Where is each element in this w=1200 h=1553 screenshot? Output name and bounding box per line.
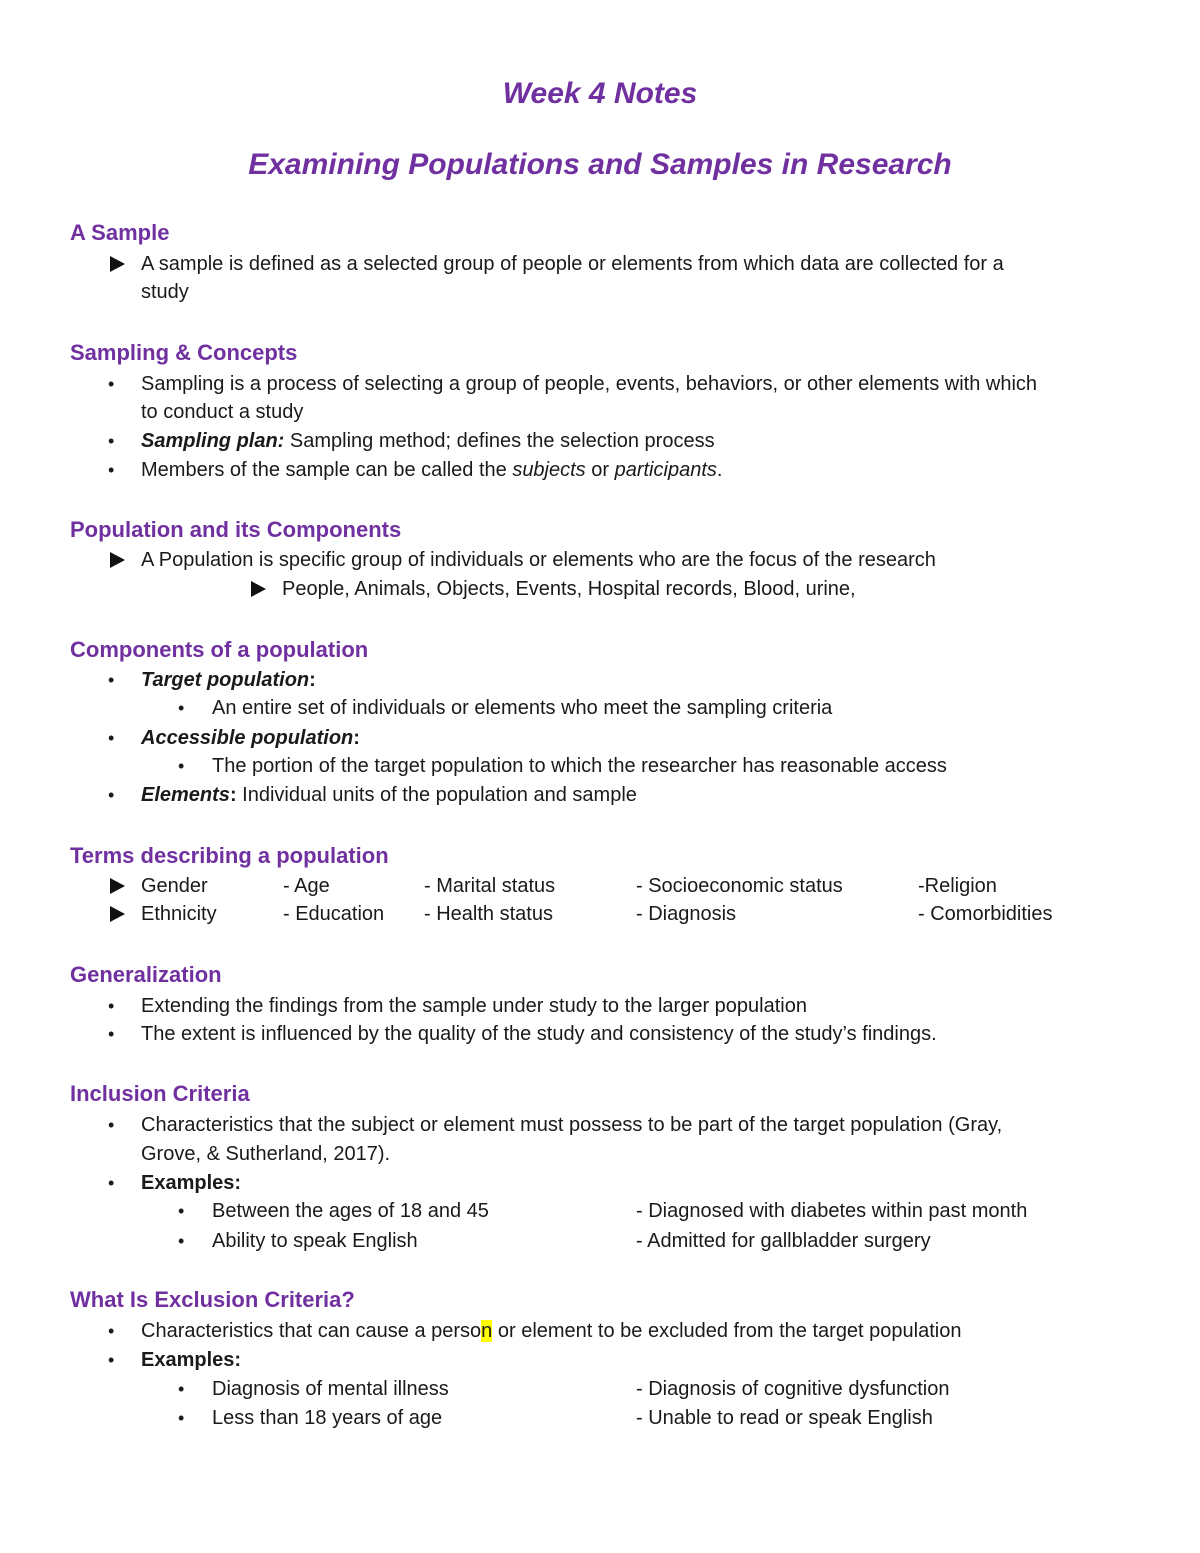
term-text: Sampling method; defines the selection process bbox=[284, 430, 715, 452]
section-heading-terms: Terms describing a population bbox=[70, 843, 389, 868]
text-segment: . bbox=[716, 459, 723, 481]
example-item: Diagnosis of mental illness bbox=[212, 1378, 449, 1400]
term-colon: : bbox=[309, 669, 316, 691]
term-cell: -Religion bbox=[918, 875, 997, 897]
text-segment: or bbox=[585, 459, 615, 481]
bullet-icon: • bbox=[178, 756, 185, 776]
bullet-icon: • bbox=[108, 460, 115, 480]
arrow-bullet-icon bbox=[110, 906, 125, 922]
term-label: Sampling plan: bbox=[141, 430, 285, 452]
examples-label: Examples: bbox=[141, 1172, 242, 1194]
section-heading-generalization: Generalization bbox=[70, 962, 222, 987]
list-item: Extending the findings from the sample under study to the larger population bbox=[141, 995, 807, 1017]
term-cell: - Marital status bbox=[424, 875, 556, 897]
list-item bbox=[141, 783, 637, 807]
bullet-icon: • bbox=[108, 1173, 115, 1193]
bullet-icon: • bbox=[108, 1115, 115, 1135]
bullet-icon: • bbox=[108, 785, 115, 805]
term-label: Elements bbox=[141, 784, 230, 806]
text-segment: Members of the sample can be called the bbox=[141, 459, 513, 481]
term-colon: : bbox=[353, 727, 360, 749]
list-item bbox=[141, 458, 722, 482]
term-cell: - Diagnosis bbox=[636, 903, 737, 925]
arrow-bullet-icon bbox=[251, 581, 266, 597]
bullet-icon: • bbox=[108, 431, 115, 451]
example-item: - Unable to read or speak English bbox=[636, 1407, 933, 1429]
emphasis-text: participants bbox=[614, 459, 717, 481]
bullet-icon: • bbox=[178, 698, 185, 718]
bullet-icon: • bbox=[108, 374, 115, 394]
bullet-icon: • bbox=[108, 670, 115, 690]
list-item bbox=[141, 668, 316, 692]
list-item-nested: People, Animals, Objects, Events, Hospital records, Blood, urine, bbox=[282, 578, 856, 600]
term-cell: - Age bbox=[283, 875, 330, 897]
term-cell: Ethnicity bbox=[141, 903, 217, 925]
section-heading-a-sample: A Sample bbox=[70, 220, 170, 245]
list-item-continuation: to conduct a study bbox=[141, 401, 304, 423]
term-cell: - Comorbidities bbox=[918, 903, 1053, 925]
term-cell: - Education bbox=[283, 903, 385, 925]
list-item-nested: The portion of the target population to which the researcher has reasonable access bbox=[212, 755, 947, 777]
example-item: Less than 18 years of age bbox=[212, 1407, 443, 1429]
term-label: Accessible population bbox=[141, 727, 354, 749]
term-cell: Gender bbox=[141, 875, 208, 897]
arrow-bullet-icon bbox=[110, 256, 125, 272]
section-heading-sampling-concepts: Sampling & Concepts bbox=[70, 340, 298, 365]
example-item: - Admitted for gallbladder surgery bbox=[636, 1230, 931, 1252]
list-item: Sampling is a process of selecting a group of people, events, behaviors, or other elements with which bbox=[141, 373, 1038, 395]
list-item bbox=[141, 1319, 961, 1343]
page-subtitle: Examining Populations and Samples in Research bbox=[248, 148, 952, 181]
list-item: A sample is defined as a selected group of people or elements from which data are collected for a bbox=[141, 253, 1004, 275]
list-item bbox=[141, 429, 715, 453]
section-heading-exclusion: What Is Exclusion Criteria? bbox=[70, 1287, 355, 1312]
example-item: - Diagnosis of cognitive dysfunction bbox=[636, 1378, 950, 1400]
bullet-icon: • bbox=[108, 1350, 115, 1370]
term-colon: : bbox=[229, 784, 237, 806]
list-item bbox=[141, 726, 360, 750]
emphasis-text: subjects bbox=[512, 459, 586, 481]
text-segment: or element to be excluded from the target population bbox=[492, 1320, 962, 1342]
list-item: The extent is influenced by the quality of the study and consistency of the study’s findings. bbox=[141, 1023, 937, 1045]
bullet-icon: • bbox=[108, 1024, 115, 1044]
term-cell: - Health status bbox=[424, 903, 553, 925]
list-item-nested: An entire set of individuals or elements who meet the sampling criteria bbox=[212, 697, 833, 719]
highlighted-text: n bbox=[481, 1320, 493, 1342]
section-heading-components: Components of a population bbox=[70, 637, 369, 662]
list-item-continuation: study bbox=[141, 281, 189, 303]
bullet-icon: • bbox=[178, 1231, 185, 1251]
bullet-icon: • bbox=[178, 1201, 185, 1221]
bullet-icon: • bbox=[108, 728, 115, 748]
example-item: Between the ages of 18 and 45 bbox=[212, 1200, 489, 1222]
bullet-icon: • bbox=[178, 1379, 185, 1399]
page-title: Week 4 Notes bbox=[502, 77, 698, 110]
bullet-icon: • bbox=[108, 996, 115, 1016]
list-item-continuation: Grove, & Sutherland, 2017). bbox=[141, 1143, 391, 1165]
text-segment: Characteristics that can cause a perso bbox=[141, 1320, 482, 1342]
bullet-icon: • bbox=[108, 1321, 115, 1341]
example-item: - Diagnosed with diabetes within past month bbox=[636, 1200, 1028, 1222]
term-text: Individual units of the population and sample bbox=[236, 784, 637, 806]
example-item: Ability to speak English bbox=[212, 1230, 418, 1252]
section-heading-population: Population and its Components bbox=[70, 517, 402, 542]
bullet-icon: • bbox=[178, 1408, 185, 1428]
list-item: A Population is specific group of individuals or elements who are the focus of the research bbox=[141, 549, 936, 571]
term-cell: - Socioeconomic status bbox=[636, 875, 843, 897]
list-item: Characteristics that the subject or element must possess to be part of the target population (Gray, bbox=[141, 1114, 1003, 1136]
section-heading-inclusion: Inclusion Criteria bbox=[70, 1081, 250, 1106]
arrow-bullet-icon bbox=[110, 552, 125, 568]
arrow-bullet-icon bbox=[110, 878, 125, 894]
term-label: Target population bbox=[141, 669, 310, 691]
examples-label: Examples: bbox=[141, 1349, 242, 1371]
